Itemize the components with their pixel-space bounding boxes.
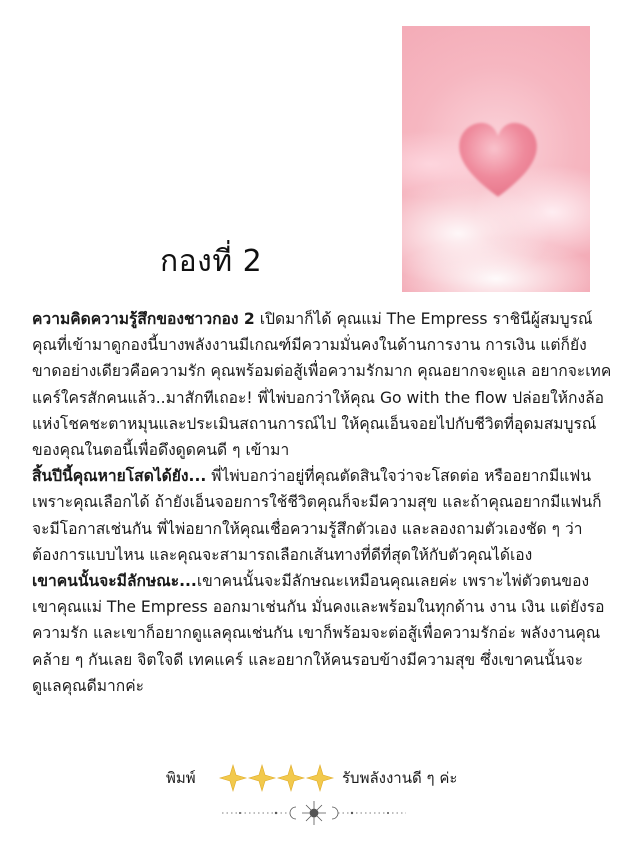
- footer-right-text: รับพลังงานดี ๆ ค่ะ: [342, 769, 458, 787]
- ornament-divider-icon: [216, 798, 412, 828]
- reading-text: [32, 306, 612, 699]
- section-title: ความคิดความรู้สึกของชาวกอง 2: [32, 310, 255, 328]
- footer: [0, 762, 640, 796]
- section-paragraph: [32, 463, 612, 568]
- section-body: เปิดมาก็ได้ คุณแม่ The Empress ราชินีผู้สมบูรณ์ คุณที่เข้ามาดูกองนี้บางพลังงานมีเกณฑ์มีความมั่นคงในด้านการงาน การเงิน แต่ก็ยังขาดอย่างเดียวคือความรัก คุณพร้อมต่อสู้เพื่อความรักมาก คุณอยากจะดูแล อยากจะเทคแคร์ใครสักคนแล้ว..มาสักทีเถอะ! พี่ไพ่บอกว่าให้คุณ Go with the flow ปล่อยให้กงล้อแห่งโชคชะตาหมุนและประเมินสถานการณ์ไป ให้คุณเอ็นจอยไปกับชีวิตที่อุดมสมบูรณ์ของคุณในตอนี้เพื่อดึงดูดคนดี ๆ เข้ามา: [32, 310, 612, 460]
- sparkle-stars-icon: [218, 762, 338, 794]
- heart-cloud-icon: [452, 114, 544, 206]
- page-title: กองที่ 2: [160, 244, 263, 279]
- section-title: เขาคนนั้นจะมีลักษณะ...: [32, 572, 197, 591]
- section-title: สิ้นปีนี้คุณหายโสดได้ยัง...: [32, 467, 207, 486]
- footer-left-text: พิมพ์: [166, 769, 196, 787]
- heart-cloud-image: [402, 26, 590, 292]
- section-body: พี่ไพ่บอกว่าอยู่ที่คุณตัดสินใจว่าจะโสดต่อ หรืออยากมีแฟน เพราะคุณเลือกได้ ถ้ายังเอ็นจอยการใช้ชีวิตคุณก็จะมีความสุข และถ้าคุณอยากมีแฟนก็จะมีโอกาสเช่นกัน พี่ไพ่อยากให้คุณเชื่อความรู้สึกตัวเอง และลองถามตัวเองชัด ๆ ว่าต้องการแบบไหน และคุณจะสามารถเลือกเส้นทางที่ดีที่สุดให้กับตัวคุณได้เอง: [32, 467, 602, 564]
- section-paragraph: [32, 568, 612, 699]
- section-paragraph: [32, 306, 612, 463]
- section-body: เขาคนนั้นจะมีลักษณะเหมือนคุณเลยค่ะ เพราะไพ่ตัวตนของเขาคุณแม่ The Empress ออกมาเช่นกัน มั่นคงและพร้อมในทุกด้าน งาน เงิน แต่ยังรอความรัก และเขาก็อยากดูแลคุณเช่นกัน เขาก็พร้อมจะต่อสู้เพื่อความรักอ่ะ พลังงานคุณคล้าย ๆ กันเลย จิตใจดี เทคแคร์ และอยากให้คนรอบข้างมีความสุข ซึ่งเขาคนนั้นจะดูแลคุณดีมากค่ะ: [32, 572, 605, 695]
